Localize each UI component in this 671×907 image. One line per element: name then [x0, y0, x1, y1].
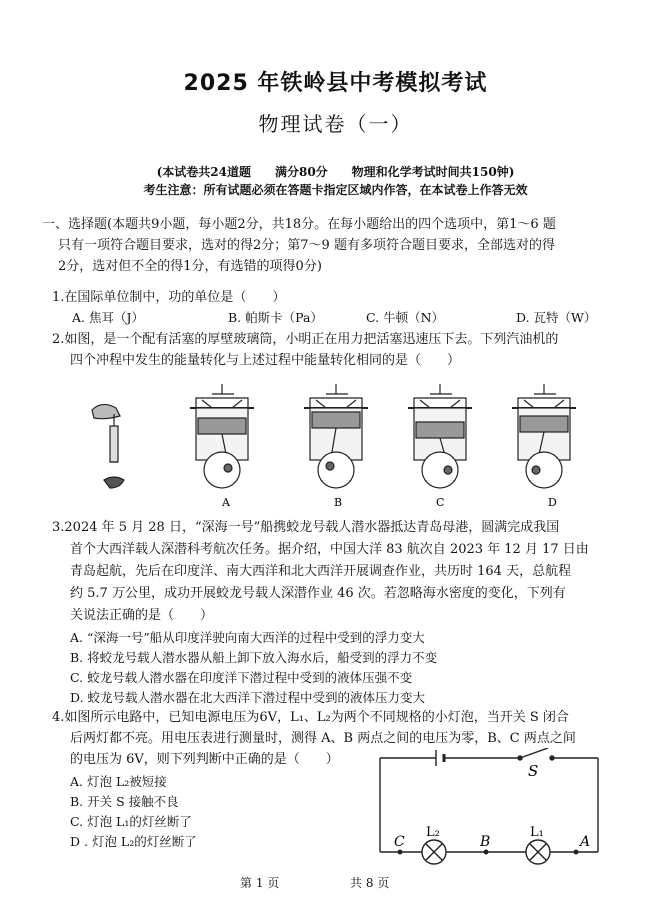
q3-stem-line5: 关说法正确的是（ ） — [70, 608, 214, 623]
engine-label-a: A — [222, 496, 230, 509]
q3-option-d: D. 蛟龙号载人潜水器在北大西洋下潜过程中受到的液体压力变大 — [70, 690, 426, 705]
engine-b — [304, 384, 368, 488]
q3-stem-line3: 青岛起航，先后在印度洋、南大西洋和北大西洋开展调查作业，共历时 164 天，总航程 — [70, 564, 572, 579]
section-heading-line3: 2分，选对但不全的得1分，有选错的项得0分) — [58, 259, 322, 274]
q1-stem: 1.在国际单位制中，功的单位是（ ） — [52, 290, 286, 305]
glass-tube-figure — [92, 404, 124, 488]
q4-option-d: D . 灯泡 L₂的灯丝断了 — [70, 834, 197, 849]
q2-figure — [90, 378, 610, 513]
engine-d — [512, 384, 576, 488]
engine-label-d: D — [548, 496, 557, 509]
q1-option-b: B. 帕斯卡（Pa） — [228, 310, 323, 325]
switch-blade — [520, 748, 548, 758]
point-c-label: C — [394, 834, 405, 850]
paper-subtitle: 物理试卷（一） — [258, 112, 413, 136]
engine-label-c: C — [436, 496, 445, 509]
exam-info: (本试卷共24道题 满分80分 物理和化学考试时间共150钟) — [156, 165, 515, 179]
q1-option-c: C. 牛顿（N） — [366, 310, 445, 325]
q3-stem-line2: 首个大西洋载人深潜科考航次任务。据介绍，中国大洋 83 航次自 2023 年 12 月 17 日由 — [70, 542, 589, 557]
q1-option-a: A. 焦耳（J） — [72, 310, 144, 325]
q1-option-d: D. 瓦特（W） — [516, 310, 597, 325]
point-c-dot — [398, 850, 403, 855]
q4-stem-line2: 后两灯都不亮。用电压表进行测量时，测得 A、B 两点之间的电压为零，B、C 两点之间 — [70, 731, 576, 746]
q4-stem-line3: 的电压为 6V，则下列判断中正确的是（ ） — [70, 752, 339, 767]
q3-stem-line4: 约 5.7 万公里，成功开展蛟龙号载人深潜作业 46 次。若忽略海水密度的变化，下列有 — [70, 586, 566, 601]
q4-stem-line1: 4.如图所示电路中，已知电源电压为6V，L₁、L₂为两个不同规格的小灯泡，当开关 S 闭合 — [52, 710, 569, 725]
q4-circuit-diagram — [370, 748, 610, 866]
engine-label-b: B — [334, 496, 343, 509]
q3-stem-line1: 3.2024 年 5 月 28 日，“深海一号”船携蛟龙号载人潜水器抵达青岛母港，圆满完成我国 — [52, 520, 560, 535]
engine-a — [190, 384, 254, 488]
q3-option-a: A. “深海一号”船从印度洋驶向南大西洋的过程中受到的浮力变大 — [70, 630, 425, 645]
lamp-l2-label: L₂ — [426, 825, 440, 840]
page-number: 第 1 页 — [240, 876, 280, 890]
q2-stem-line2: 四个冲程中发生的能量转化与上述过程中能量转化相同的是（ ） — [70, 353, 461, 368]
section-heading-line2: 只有一项符合题目要求，选对的得2分；第7～9 题有多项符合题目要求，全部选对的得 — [58, 238, 555, 253]
q3-option-b: B. 将蛟龙号载人潜水器从船上卸下放入海水后，船受到的浮力不变 — [70, 650, 438, 665]
switch-label: S — [528, 762, 539, 780]
q4-option-b: B. 开关 S 接触不良 — [70, 794, 179, 809]
exam-title: 2025 年铁岭县中考模拟考试 — [183, 71, 488, 96]
point-a-dot — [574, 850, 579, 855]
point-a-label: A — [580, 834, 591, 850]
exam-notice: 考生注意：所有试题必须在答题卡指定区域内作答，在本试卷上作答无效 — [143, 183, 528, 197]
lamp-l1-label: L₁ — [530, 825, 544, 840]
page-total: 共 8 页 — [350, 876, 390, 890]
section-heading-line1: 一、选择题(本题共9小题，每小题2分，共18分。在每小题给出的四个选项中，第1～6 题 — [42, 217, 556, 232]
point-b-dot — [484, 850, 489, 855]
q4-option-a: A. 灯泡 L₂被短接 — [70, 774, 167, 789]
point-b-label: B — [480, 834, 491, 850]
q4-option-c: C. 灯泡 L₁的灯丝断了 — [70, 814, 192, 829]
q2-stem-line1: 2.如图，是一个配有活塞的厚壁玻璃筒，小明正在用力把活塞迅速压下去。下列汽油机的 — [52, 332, 559, 347]
q3-option-c: C. 蛟龙号载人潜水器在印度洋下潜过程中受到的液体压强不变 — [70, 670, 413, 685]
engine-c — [408, 384, 472, 488]
